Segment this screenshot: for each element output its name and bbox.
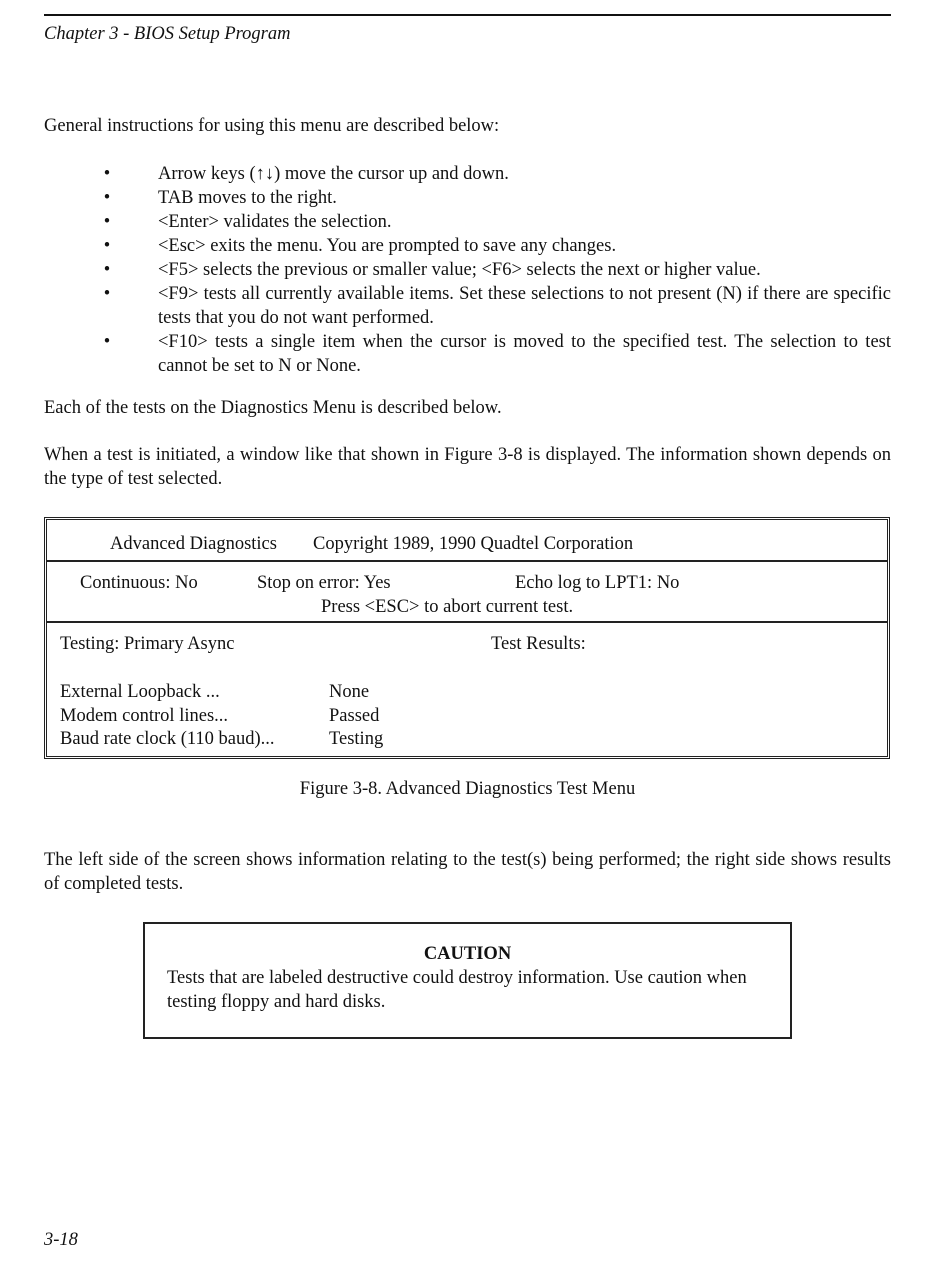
- figure-divider: [47, 621, 887, 623]
- list-item: [44, 162, 891, 186]
- list-item: [44, 282, 891, 330]
- list-item-text: <Enter> validates the selection.: [158, 212, 392, 232]
- figure-app-title: Advanced Diagnostics: [110, 534, 277, 554]
- bullet-icon: •: [103, 188, 111, 208]
- bullet-icon: •: [103, 236, 111, 256]
- chapter-title: Chapter 3 - BIOS Setup Program: [44, 24, 291, 44]
- bullet-icon: •: [103, 164, 111, 184]
- tests-paragraph: Each of the tests on the Diagnostics Menu is described below.: [44, 398, 502, 418]
- page-number: 3-18: [44, 1230, 78, 1250]
- list-item-text: <F9> tests all currently available items. Set these selections to not present (N) if there are specific tests that you do not want performed.: [158, 284, 891, 328]
- bullet-icon: •: [103, 284, 111, 304]
- list-item: [44, 330, 891, 378]
- test-name: Modem control lines...: [60, 706, 229, 726]
- list-item-text: TAB moves to the right.: [158, 188, 337, 208]
- test-name: Baud rate clock (110 baud)...: [60, 729, 275, 749]
- intro-paragraph: General instructions for using this menu are described below:: [44, 116, 500, 136]
- figure-divider: [47, 560, 887, 562]
- sides-paragraph: The left side of the screen shows information relating to the test(s) being performed; the right side shows results of completed tests.: [44, 850, 891, 894]
- header-rule: [44, 14, 891, 16]
- test-status: Testing: [329, 729, 384, 749]
- bullet-icon: •: [103, 260, 111, 280]
- list-item: [44, 258, 891, 282]
- figure-caption: Figure 3-8. Advanced Diagnostics Test Menu: [299, 779, 636, 799]
- testing-label: Testing: Primary Async: [60, 634, 235, 654]
- test-status: None: [329, 682, 370, 702]
- list-item-text: <F5> selects the previous or smaller value; <F6> selects the next or higher value.: [158, 260, 761, 280]
- list-item: [44, 210, 891, 234]
- caution-box: [143, 922, 792, 1039]
- caution-body: Tests that are labeled destructive could destroy information. Use caution when testing floppy and hard disks.: [167, 968, 747, 1012]
- test-name: External Loopback ...: [60, 682, 220, 702]
- abort-instruction: Press <ESC> to abort current test.: [321, 597, 574, 617]
- list-item-text: <Esc> exits the menu. You are prompted to save any changes.: [158, 236, 617, 256]
- bullet-icon: •: [103, 332, 111, 352]
- bullet-icon: •: [103, 212, 111, 232]
- figure-copyright: Copyright 1989, 1990 Quadtel Corporation: [313, 534, 634, 554]
- test-status: Passed: [329, 706, 380, 726]
- window-paragraph: When a test is initiated, a window like that shown in Figure 3-8 is displayed. The information shown depends on the type of test selected.: [44, 445, 891, 489]
- caution-title: CAUTION: [423, 944, 512, 964]
- list-item: [44, 234, 891, 258]
- stop-on-error-setting: Stop on error: Yes: [257, 573, 391, 593]
- list-item: [44, 186, 891, 210]
- test-results-label: Test Results:: [491, 634, 586, 654]
- echo-log-setting: Echo log to LPT1: No: [515, 573, 680, 593]
- instruction-list: [44, 162, 891, 378]
- list-item-text: <F10> tests a single item when the cursor is moved to the specified test. The selection to test cannot be set to N or None.: [158, 332, 891, 376]
- continuous-setting: Continuous: No: [80, 573, 198, 593]
- diagnostics-screen-figure: [44, 517, 890, 759]
- list-item-text: Arrow keys (↑↓) move the cursor up and down.: [158, 164, 509, 184]
